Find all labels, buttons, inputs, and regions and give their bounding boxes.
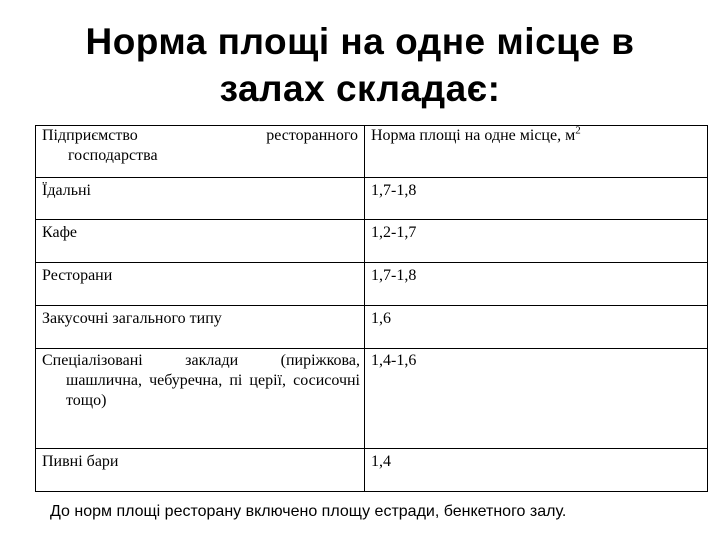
header-norm-label: Норма площі на одне місце, м (371, 127, 576, 144)
table-row (36, 220, 708, 263)
row-value: 1,7-1,8 (365, 263, 708, 306)
table-row (36, 178, 708, 220)
row-name: Закусочні загального типу (36, 306, 365, 349)
row-value: 1,6 (365, 306, 708, 349)
title-line-2: залах складає: (219, 68, 501, 109)
header-norm-sup: 2 (575, 124, 581, 137)
footnote: До норм площі ресторану включено площу естради, бенкетного залу. (50, 503, 567, 520)
table-row (36, 306, 708, 349)
title-line-1: Норма площі на одне місце в (85, 21, 635, 62)
area-norms-table (35, 125, 708, 492)
header-enterprise-word-1: Підприємство (42, 127, 138, 144)
row-name: Кафе (36, 220, 365, 263)
table-row (36, 349, 708, 449)
table-row (36, 449, 708, 492)
row-name: Спеціалізовані заклади (пиріжкова, шашлична, чебуречна, пі церії, сосисочні тощо) (36, 349, 365, 449)
row-value: 1,2-1,7 (365, 220, 708, 263)
table-header-row (36, 126, 708, 178)
slide-title (40, 18, 680, 112)
row-value: 1,7-1,8 (365, 178, 708, 220)
table-row (36, 263, 708, 306)
header-norm (365, 126, 708, 178)
header-enterprise-word-3: господарства (68, 147, 158, 164)
row-name: Їдальні (36, 178, 365, 220)
row-name: Пивні бари (36, 449, 365, 492)
row-value: 1,4 (365, 449, 708, 492)
header-enterprise-word-2: ресторанного (266, 127, 358, 144)
header-enterprise (36, 126, 365, 178)
row-value: 1,4-1,6 (365, 349, 708, 449)
row-name: Ресторани (36, 263, 365, 306)
